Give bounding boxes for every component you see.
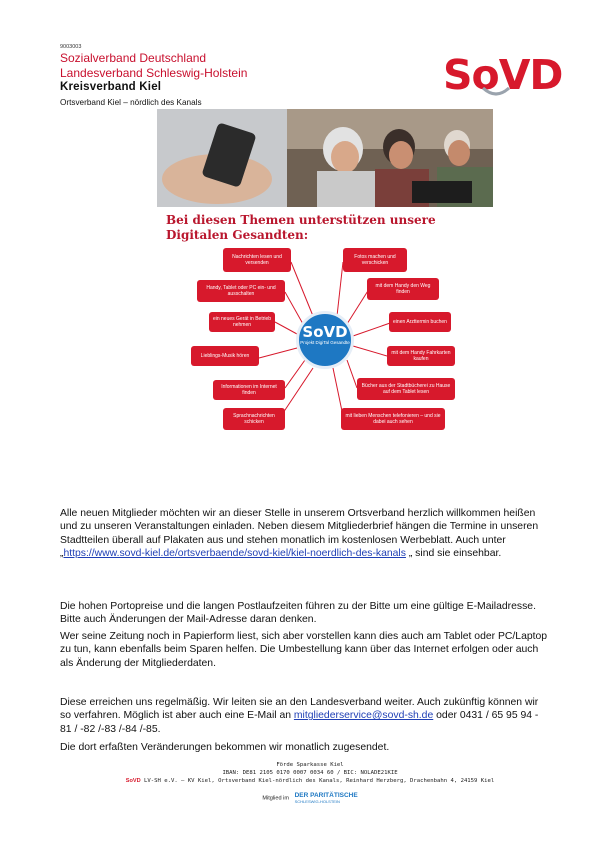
topic-bubble: Bücher aus der Stadtbücherei zu Hause auf dem Tablet lesen xyxy=(357,378,455,400)
footer-address: LV-SH e.V. – KV Kiel, Ortsverband Kiel-nördlich des Kanals, Reinhard Herzberg, Drachenbahn 4, 24159 Kiel xyxy=(140,778,495,784)
footer-sovd-word: SoVD xyxy=(125,778,141,784)
org-district-association: Kreisverband Kiel xyxy=(60,81,162,93)
logo-swoosh-icon xyxy=(481,86,511,98)
topic-bubble: ein neues Gerät in Betrieb nehmen xyxy=(209,312,275,332)
topic-bubble: mit lieben Menschen telefonieren – und sie dabei auch sehen xyxy=(341,408,445,430)
paritaetische-region: SCHLESWIG-HOLSTEIN xyxy=(294,799,340,804)
topic-bubble: mit dem Handy den Weg finden xyxy=(367,278,439,300)
paritaetische-name: DER PARITÄTISCHE xyxy=(294,792,358,799)
paragraph-monthly-updates: Die dort erfaßten Veränderungen bekommen wir monatlich zugesendet. xyxy=(60,742,390,753)
center-logo-text: SoVD xyxy=(302,323,348,341)
center-logo-subtitle: Projekt DigiTal Gesandte xyxy=(300,340,350,345)
topic-bubble: Fotos machen und verschicken xyxy=(343,248,407,272)
topic-bubble: Informationen im Internet finden xyxy=(213,380,285,400)
footer-bank: Förde Sparkasse Kiel xyxy=(276,762,344,768)
org-state-association: Landesverband Schleswig-Holstein xyxy=(60,66,248,80)
sovd-logo-text: SoVD xyxy=(443,51,563,99)
footer-address-line xyxy=(60,777,560,785)
seniors-with-devices-photo xyxy=(157,109,493,207)
document-id: 9003003 xyxy=(60,44,82,50)
paritaetische-logo xyxy=(295,792,358,804)
paragraph-welcome xyxy=(60,507,550,561)
paragraph-text: „ sind sie einsehbar. xyxy=(405,548,502,560)
topic-bubble: Sprachnachrichten schicken xyxy=(223,408,285,430)
sovd-logo xyxy=(443,51,563,99)
paragraph-email-request: Die hohen Portopreise und die langen Postlaufzeiten führen zu der Bitte um eine gültige E-Mailadresse. Bitte auch Änderungen der Mail-Adresse daran denken. xyxy=(60,601,536,626)
website-link[interactable]: https://www.sovd-kiel.de/ortsverbaende/sovd-kiel/kiel-noerdlich-des-kanals xyxy=(63,548,406,560)
topic-bubble: Handy, Tablet oder PC ein- und ausschalten xyxy=(197,280,285,302)
membership-line xyxy=(60,792,560,804)
paragraph-changes xyxy=(60,696,550,736)
org-name: Sozialverband Deutschland xyxy=(60,51,207,65)
topic-bubble: mit dem Handy Fahrkarten kaufen xyxy=(387,346,455,366)
footer-iban: IBAN: DE81 2105 0170 0007 0034 60 / BIC: NOLADE21KIE xyxy=(222,770,398,776)
footer xyxy=(60,761,560,785)
email-link[interactable]: mitgliederservice@sovd-sh.de xyxy=(293,710,434,722)
infographic-title: Bei diesen Themen unterstützen unsere Digitalen Gesandten: xyxy=(166,213,436,242)
topic-bubble: Nachrichten lesen und versenden xyxy=(223,248,291,272)
org-local-association: Ortsverband Kiel – nördlich des Kanals xyxy=(60,98,202,107)
topic-bubble: Lieblings-Musik hören xyxy=(191,346,259,366)
paragraph-text: Alle neuen Mitglieder möchten wir an dieser Stelle in unserem Ortsverband herzlich willkommen heißen und zu unseren Veranstaltungen einladen. Neben diesem Mitgliederbrief hängen die Termine in unseren Stadtteilen überall auf Plakaten aus und stehen monatlich im kostenlosen Werbeblatt. Auch unter „ xyxy=(60,508,539,560)
topic-bubble: einen Arzttermin buchen xyxy=(389,312,451,332)
paragraph-text: oder 0431 / 65 95 94 - 81 / -82 /-83 /-84 /-85. xyxy=(60,710,539,735)
digital-envoys-logo xyxy=(296,311,354,369)
member-label: Mitglied im xyxy=(262,795,290,802)
topics-infographic xyxy=(157,240,493,435)
paragraph-text: Diese erreichen uns regelmäßig. Wir leiten sie an den Landesverband weiter. Auch zukünftig können wir so verfahren. Möglich ist aber auch eine E-Mail an xyxy=(60,697,539,722)
paragraph-digital-newspaper: Wer seine Zeitung noch in Papierform liest, sich aber vorstellen kann dies auch am Tablet oder PC/Laptop zu tun, kann ebenfalls beim Sparen helfen. Die Umbestellung kann über das Internet erfolgen oder auch als Änderung der Mitgliederdaten. xyxy=(60,631,548,669)
